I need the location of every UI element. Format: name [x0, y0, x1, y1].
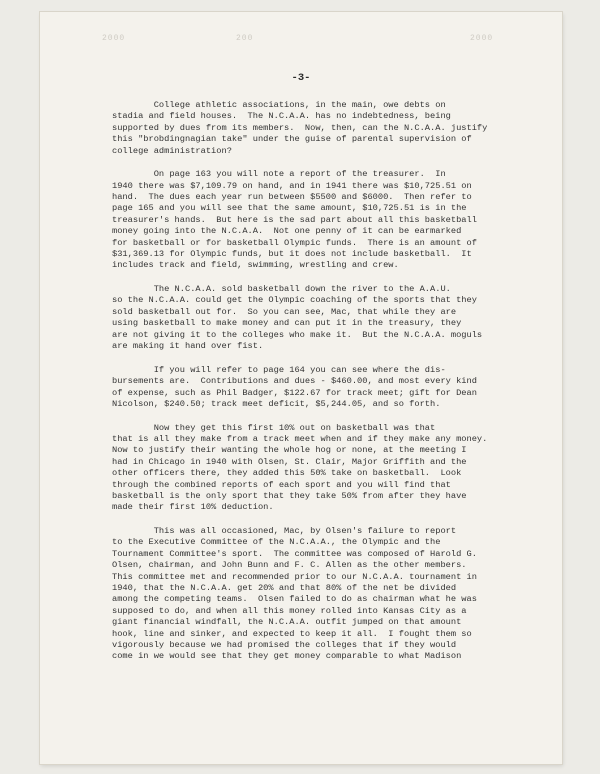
text-line: made their first 10% deduction.	[112, 502, 274, 513]
paragraph	[112, 284, 512, 352]
page-number: -3-	[291, 72, 311, 84]
text-line: Now they get this first 10% out on basketball was that	[112, 422, 436, 433]
text-line: bursements are. Contributions and dues - $460.00, and most every kind	[112, 376, 477, 387]
text-line: among the competing teams. Olsen failed to do as chairman what he was	[112, 594, 477, 605]
text-line: vigorously because we had promised the colleges that if they would	[112, 640, 457, 650]
text-line: college administration?	[112, 145, 232, 156]
text-line: supported by dues from its members. Now, then, can the N.C.A.A. justify	[112, 122, 488, 133]
text-line: other officers there, they added this 50% take on basketball. Look	[112, 468, 462, 479]
text-line: stadia and field houses. The N.C.A.A. has no indebtedness, being	[112, 111, 451, 122]
text-line: Nicolson, $240.50; track meet deficit, $5,244.05, and so forth.	[112, 398, 441, 409]
text-line: money going into the N.C.A.A. Not one penny of it can be earmarked	[112, 226, 462, 237]
text-line: If you will refer to page 164 you can see where the dis-	[112, 364, 446, 375]
text-line: Tournament Committee's sport. The committee was composed of Harold G.	[112, 548, 477, 559]
text-line: that is all they make from a track meet when and if they make any money.	[112, 433, 488, 444]
paragraph	[112, 423, 512, 514]
text-line: Olsen, chairman, and John Bunn and F. C. Allen as the other members.	[112, 560, 467, 571]
text-line: On page 163 you will note a report of the treasurer. In	[112, 169, 446, 180]
text-line: sold basketball out for. So you can see, Mac, that while they are	[112, 306, 457, 317]
text-line: using basketball to make money and can put it in the treasury, they	[112, 318, 462, 329]
text-line: This committee met and recommended prior to our N.C.A.A. tournament in	[112, 571, 477, 582]
text-line: supposed to do, and when all this money rolled into Kansas City as a	[112, 605, 467, 616]
paragraph	[112, 365, 512, 411]
text-line: are not giving it to the colleges who make it. But the N.C.A.A. moguls	[112, 329, 483, 340]
text-line: giant financial windfall, the N.C.A.A. outfit jumped on that amount	[112, 617, 462, 628]
text-line: come in we would see that they get money comparable to what Madison	[112, 651, 462, 662]
text-line: of expense, such as Phil Badger, $122.67 for track meet; gift for Dean	[112, 387, 477, 398]
text-line: College athletic associations, in the main, owe debts on	[112, 100, 446, 110]
text-line: to the Executive Committee of the N.C.A.A., the Olympic and the	[112, 537, 441, 548]
text-line: this "brobdingnagian take" under the guise of parental supervision of	[112, 134, 472, 145]
text-line: page 165 and you will see that the same amount, $10,725.51 is in the	[112, 203, 467, 214]
text-line: includes track and field, swimming, wrestling and crew.	[112, 260, 399, 271]
text-line: treasurer's hands. But here is the sad part about all this basketball	[112, 214, 477, 225]
text-line: $31,369.13 for Olympic funds, but it does not include basketball. It	[112, 249, 472, 260]
text-line: 1940, that the N.C.A.A. get 20% and that 80% of the net be divided	[112, 582, 457, 593]
paragraph	[112, 526, 512, 663]
text-line: for basketball or for basketball Olympic funds. There is an amount of	[112, 237, 477, 248]
text-line: hook, line and sinker, and expected to keep it all. I fought them so	[112, 628, 472, 639]
text-line: basketball is the only sport that they take 50% from after they have	[112, 490, 467, 501]
text-line: so the N.C.A.A. could get the Olympic coaching of the sports that they	[112, 295, 477, 306]
letter-body	[112, 100, 512, 663]
text-line: This was all occasioned, Mac, by Olsen's failure to report	[112, 525, 457, 536]
text-line: 1940 there was $7,109.79 on hand, and in 1941 there was $10,725.51 on	[112, 180, 472, 191]
text-line: The N.C.A.A. sold basketball down the river to the A.A.U.	[112, 284, 451, 295]
text-line: are making it hand over fist.	[112, 341, 264, 352]
text-line: hand. The dues each year run between $5500 and $6000. Then refer to	[112, 192, 472, 203]
paragraph	[112, 100, 512, 157]
text-line: had in Chicago in 1940 with Olsen, St. Clair, Major Griffith and the	[112, 456, 467, 467]
text-line: Now to justify their wanting the whole hog or none, at the meeting I	[112, 445, 467, 456]
paragraph	[112, 169, 512, 272]
bleed-through-mark: 200	[236, 34, 254, 43]
bleed-through-mark: 2000	[470, 34, 494, 43]
bleed-through-mark: 2000	[102, 34, 126, 43]
text-line: through the combined reports of each sport and you will find that	[112, 479, 451, 490]
